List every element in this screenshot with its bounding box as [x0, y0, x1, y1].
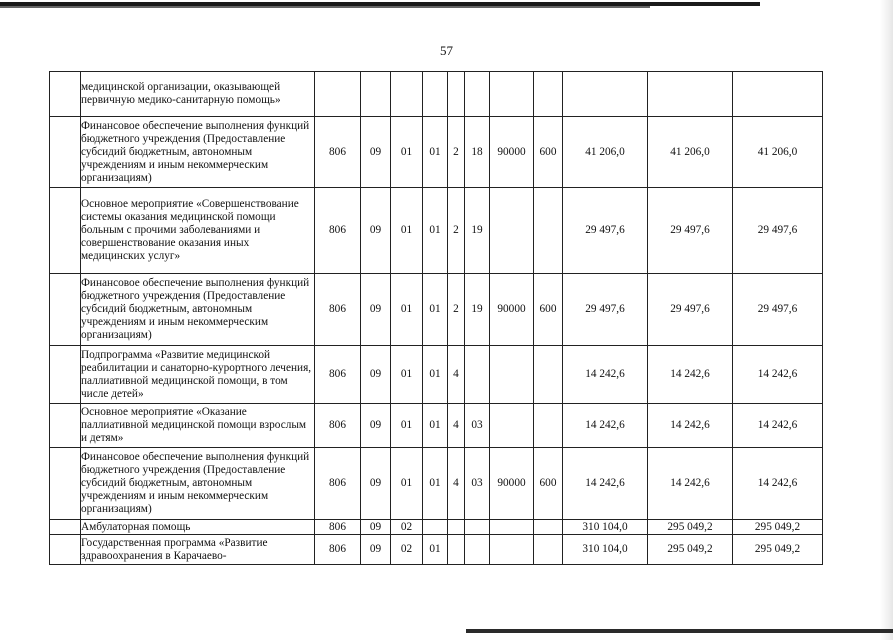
row-name: Основное мероприятие «Совершенствование системы оказания медицинской помощи больным с прочими заболеваниями и совершенствование оказания иных медицинских услуг» [81, 188, 315, 274]
row-name: Финансовое обеспечение выполнения функций бюджетного учреждения (Предоставление субсидий бюджетным, автономным учреждениям и иным некоммерческим организациям) [81, 448, 315, 520]
expense-type-code [534, 535, 563, 565]
expense-type-code: 600 [534, 274, 563, 346]
row-name: Государственная программа «Развитие здравоохранения в Карачаево- [81, 535, 315, 565]
event-code: 19 [465, 274, 490, 346]
program-code: 01 [423, 535, 448, 565]
event-code [465, 72, 490, 117]
amount-year-2: 29 497,6 [648, 188, 733, 274]
ved-code [315, 72, 361, 117]
subsection-code [391, 72, 423, 117]
expense-type-code: 600 [534, 448, 563, 520]
amount-year-3: 295 049,2 [733, 520, 823, 535]
subsection-code: 01 [391, 274, 423, 346]
amount-year-2: 295 049,2 [648, 535, 733, 565]
subsection-code: 01 [391, 346, 423, 404]
program-code: 01 [423, 117, 448, 188]
left-margin-cell [50, 520, 81, 535]
ved-code: 806 [315, 404, 361, 448]
amount-year-3: 14 242,6 [733, 346, 823, 404]
scan-edge-top-shadow [0, 6, 650, 8]
amount-year-2: 295 049,2 [648, 520, 733, 535]
left-margin-cell [50, 72, 81, 117]
section-code: 09 [361, 448, 391, 520]
program-code: 01 [423, 274, 448, 346]
left-margin-cell [50, 188, 81, 274]
table-row [50, 188, 823, 274]
ved-code: 806 [315, 520, 361, 535]
amount-year-3: 14 242,6 [733, 448, 823, 520]
left-margin-cell [50, 404, 81, 448]
expense-type-code [534, 404, 563, 448]
program-code [423, 520, 448, 535]
table-row [50, 117, 823, 188]
table-row [50, 404, 823, 448]
amount-year-2: 14 242,6 [648, 346, 733, 404]
amount-year-2: 29 497,6 [648, 274, 733, 346]
amount-year-1: 14 242,6 [563, 346, 648, 404]
direction-code: 90000 [490, 274, 534, 346]
subsection-code: 01 [391, 404, 423, 448]
amount-year-2: 41 206,0 [648, 117, 733, 188]
budget-table [49, 71, 823, 565]
subprogram-code: 2 [448, 188, 465, 274]
direction-code: 90000 [490, 448, 534, 520]
amount-year-1 [563, 72, 648, 117]
subprogram-code: 4 [448, 448, 465, 520]
program-code: 01 [423, 346, 448, 404]
section-code: 09 [361, 188, 391, 274]
page-number: 57 [440, 43, 453, 58]
table-row [50, 72, 823, 117]
left-margin-cell [50, 535, 81, 565]
amount-year-2: 14 242,6 [648, 448, 733, 520]
amount-year-2: 14 242,6 [648, 404, 733, 448]
event-code: 19 [465, 188, 490, 274]
subsection-code: 02 [391, 535, 423, 565]
amount-year-3 [733, 72, 823, 117]
direction-code [490, 535, 534, 565]
direction-code [490, 404, 534, 448]
subprogram-code: 4 [448, 346, 465, 404]
section-code: 09 [361, 520, 391, 535]
subprogram-code [448, 72, 465, 117]
expense-type-code [534, 520, 563, 535]
subprogram-code: 2 [448, 274, 465, 346]
left-margin-cell [50, 274, 81, 346]
subsection-code: 01 [391, 448, 423, 520]
expense-type-code [534, 188, 563, 274]
ved-code: 806 [315, 117, 361, 188]
event-code: 03 [465, 404, 490, 448]
event-code [465, 520, 490, 535]
scan-edge-bottom [466, 629, 893, 633]
program-code: 01 [423, 404, 448, 448]
expense-type-code [534, 346, 563, 404]
subprogram-code [448, 535, 465, 565]
section-code: 09 [361, 117, 391, 188]
row-name: Амбулаторная помощь [81, 520, 315, 535]
row-name: Финансовое обеспечение выполнения функций бюджетного учреждения (Предоставление субсидий бюджетным, автономным учреждениям и иным некоммерческим организациям) [81, 117, 315, 188]
row-name: Финансовое обеспечение выполнения функций бюджетного учреждения (Предоставление субсидий бюджетным, автономным учреждениям и иным некоммерческим организациям) [81, 274, 315, 346]
amount-year-1: 29 497,6 [563, 274, 648, 346]
direction-code [490, 346, 534, 404]
section-code [361, 72, 391, 117]
direction-code [490, 520, 534, 535]
ved-code: 806 [315, 188, 361, 274]
expense-type-code [534, 72, 563, 117]
section-code: 09 [361, 274, 391, 346]
direction-code: 90000 [490, 117, 534, 188]
amount-year-3: 295 049,2 [733, 535, 823, 565]
event-code: 03 [465, 448, 490, 520]
direction-code [490, 188, 534, 274]
program-code: 01 [423, 448, 448, 520]
subprogram-code: 2 [448, 117, 465, 188]
section-code: 09 [361, 346, 391, 404]
left-margin-cell [50, 117, 81, 188]
row-name: Основное мероприятие «Оказание паллиативной медицинской помощи взрослым и детям» [81, 404, 315, 448]
amount-year-1: 310 104,0 [563, 520, 648, 535]
program-code: 01 [423, 188, 448, 274]
subsection-code: 02 [391, 520, 423, 535]
event-code: 18 [465, 117, 490, 188]
section-code: 09 [361, 535, 391, 565]
row-name: медицинской организации, оказывающей первичную медико-санитарную помощь» [81, 72, 315, 117]
event-code [465, 346, 490, 404]
ved-code: 806 [315, 535, 361, 565]
subprogram-code [448, 520, 465, 535]
amount-year-3: 29 497,6 [733, 188, 823, 274]
amount-year-1: 41 206,0 [563, 117, 648, 188]
ved-code: 806 [315, 448, 361, 520]
amount-year-2 [648, 72, 733, 117]
table-row [50, 535, 823, 565]
table-row [50, 520, 823, 535]
row-name: Подпрограмма «Развитие медицинской реабилитации и санаторно-курортного лечения, паллиативной медицинской помощи, в том числе детей» [81, 346, 315, 404]
amount-year-1: 14 242,6 [563, 404, 648, 448]
left-margin-cell [50, 346, 81, 404]
direction-code [490, 72, 534, 117]
program-code [423, 72, 448, 117]
amount-year-3: 29 497,6 [733, 274, 823, 346]
amount-year-1: 14 242,6 [563, 448, 648, 520]
subsection-code: 01 [391, 117, 423, 188]
amount-year-3: 41 206,0 [733, 117, 823, 188]
subsection-code: 01 [391, 188, 423, 274]
amount-year-3: 14 242,6 [733, 404, 823, 448]
subprogram-code: 4 [448, 404, 465, 448]
ved-code: 806 [315, 274, 361, 346]
left-margin-cell [50, 448, 81, 520]
scan-edge-right [880, 0, 893, 640]
table-row [50, 346, 823, 404]
expense-type-code: 600 [534, 117, 563, 188]
event-code [465, 535, 490, 565]
amount-year-1: 29 497,6 [563, 188, 648, 274]
section-code: 09 [361, 404, 391, 448]
table-row [50, 448, 823, 520]
ved-code: 806 [315, 346, 361, 404]
amount-year-1: 310 104,0 [563, 535, 648, 565]
table-row [50, 274, 823, 346]
